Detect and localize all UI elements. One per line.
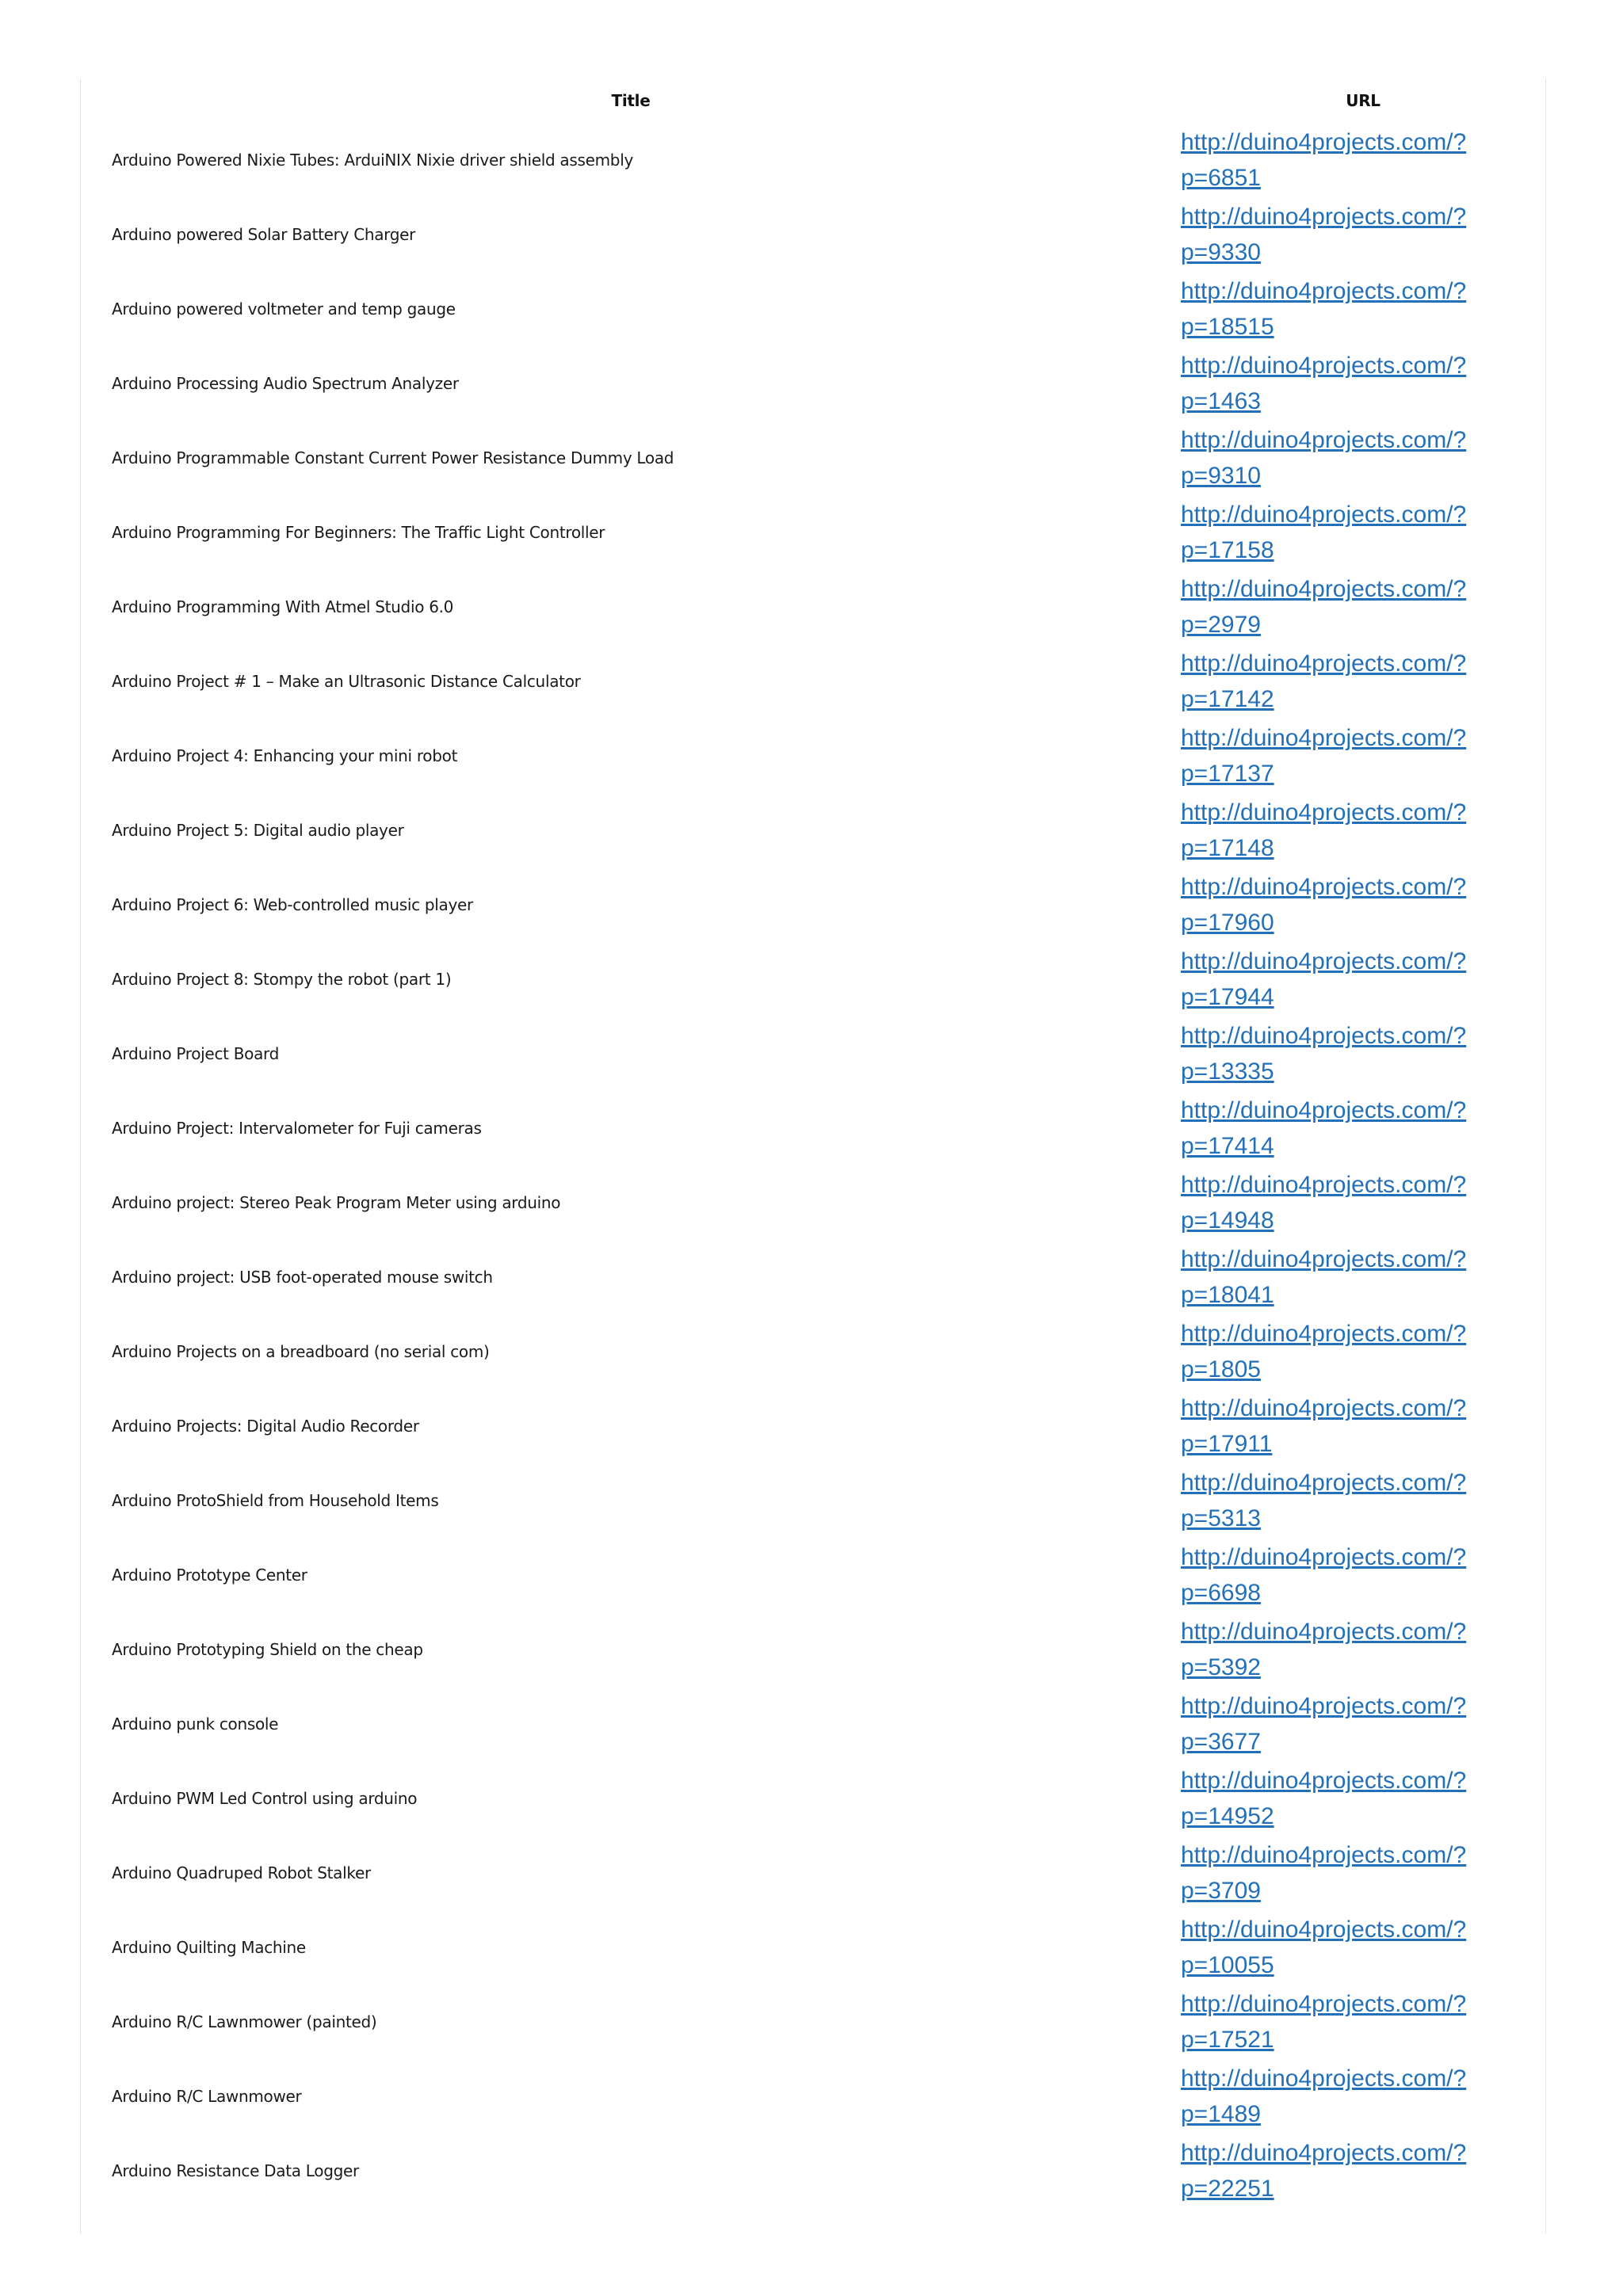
project-title: Arduino Project # 1 – Make an Ultrasonic Distance Calculator <box>112 672 581 691</box>
table-row <box>81 1091 1545 1165</box>
project-url-link[interactable]: http://duino4projects.com/?p=3677 <box>1181 1693 1467 1755</box>
table-row <box>81 1761 1545 1836</box>
project-url-cell <box>1181 868 1545 942</box>
url-column-header: URL <box>1346 91 1381 110</box>
project-url-cell <box>1181 2134 1545 2208</box>
table-row <box>81 1910 1545 1985</box>
title-column-header: Title <box>611 91 651 110</box>
project-url-cell <box>1181 1612 1545 1687</box>
table-row <box>81 868 1545 942</box>
project-url-cell <box>1181 1463 1545 1538</box>
project-title: Arduino Prototype Center <box>112 1566 307 1585</box>
projects-table <box>81 78 1545 2208</box>
project-url-link[interactable]: http://duino4projects.com/?p=5392 <box>1181 1619 1467 1680</box>
project-url-cell <box>1181 1091 1545 1165</box>
project-title: Arduino Processing Audio Spectrum Analyzer <box>112 374 459 393</box>
project-url-link[interactable]: http://duino4projects.com/?p=9330 <box>1181 204 1467 265</box>
table-row <box>81 197 1545 272</box>
project-title: Arduino Prototyping Shield on the cheap <box>112 1640 423 1659</box>
project-url-cell <box>1181 1314 1545 1389</box>
project-url-cell <box>1181 1687 1545 1761</box>
project-title: Arduino Project Board <box>112 1044 280 1063</box>
document-page <box>80 78 1546 2233</box>
project-url-cell <box>1181 2059 1545 2134</box>
project-url-link[interactable]: http://duino4projects.com/?p=13335 <box>1181 1023 1467 1085</box>
project-url-link[interactable]: http://duino4projects.com/?p=2979 <box>1181 576 1467 638</box>
project-url-link[interactable]: http://duino4projects.com/?p=17158 <box>1181 502 1467 563</box>
project-title: Arduino Projects on a breadboard (no serial com) <box>112 1342 490 1361</box>
project-url-link[interactable]: http://duino4projects.com/?p=5313 <box>1181 1470 1467 1531</box>
table-row <box>81 1538 1545 1612</box>
project-url-cell <box>1181 123 1545 197</box>
project-url-cell <box>1181 1538 1545 1612</box>
project-url-cell <box>1181 197 1545 272</box>
project-url-cell <box>1181 1165 1545 1240</box>
project-url-cell <box>1181 495 1545 570</box>
project-title: Arduino powered voltmeter and temp gauge <box>112 299 456 318</box>
table-row <box>81 1165 1545 1240</box>
project-url-cell <box>1181 1836 1545 1910</box>
project-url-link[interactable]: http://duino4projects.com/?p=17944 <box>1181 948 1467 1010</box>
project-url-cell <box>1181 1985 1545 2059</box>
project-title: Arduino R/C Lawnmower (painted) <box>112 2012 377 2031</box>
project-title: Arduino Project 4: Enhancing your mini robot <box>112 746 458 765</box>
table-row <box>81 644 1545 719</box>
table-row <box>81 495 1545 570</box>
project-title: Arduino Quadruped Robot Stalker <box>112 1863 371 1882</box>
project-url-link[interactable]: http://duino4projects.com/?p=1805 <box>1181 1321 1467 1383</box>
project-url-link[interactable]: http://duino4projects.com/?p=18041 <box>1181 1246 1467 1308</box>
project-url-link[interactable]: http://duino4projects.com/?p=17137 <box>1181 725 1467 787</box>
table-body <box>81 123 1545 2208</box>
project-url-link[interactable]: http://duino4projects.com/?p=6698 <box>1181 1544 1467 1606</box>
project-url-link[interactable]: http://duino4projects.com/?p=17142 <box>1181 650 1467 712</box>
project-url-link[interactable]: http://duino4projects.com/?p=18515 <box>1181 278 1467 340</box>
project-url-link[interactable]: http://duino4projects.com/?p=14948 <box>1181 1172 1467 1234</box>
table-row <box>81 1687 1545 1761</box>
table-row <box>81 2134 1545 2208</box>
table-row <box>81 1240 1545 1314</box>
project-title: Arduino Quilting Machine <box>112 1938 306 1957</box>
project-url-cell <box>1181 1761 1545 1836</box>
table-row <box>81 421 1545 495</box>
project-url-cell <box>1181 421 1545 495</box>
project-url-cell <box>1181 1240 1545 1314</box>
table-row <box>81 123 1545 197</box>
project-url-cell <box>1181 1016 1545 1091</box>
project-title: Arduino Programming For Beginners: The Traffic Light Controller <box>112 523 605 542</box>
project-title: Arduino Project 8: Stompy the robot (part 1) <box>112 970 452 989</box>
project-title: Arduino Resistance Data Logger <box>112 2161 359 2180</box>
table-row <box>81 1016 1545 1091</box>
project-url-link[interactable]: http://duino4projects.com/?p=17911 <box>1181 1395 1467 1457</box>
project-title: Arduino PWM Led Control using arduino <box>112 1789 418 1808</box>
table-row <box>81 1314 1545 1389</box>
project-url-link[interactable]: http://duino4projects.com/?p=22251 <box>1181 2140 1467 2202</box>
table-row <box>81 346 1545 421</box>
table-row <box>81 1836 1545 1910</box>
project-url-cell <box>1181 1389 1545 1463</box>
project-title: Arduino Powered Nixie Tubes: ArduiNIX Nixie driver shield assembly <box>112 151 633 170</box>
project-title: Arduino Programmable Constant Current Power Resistance Dummy Load <box>112 448 674 467</box>
project-url-link[interactable]: http://duino4projects.com/?p=3709 <box>1181 1842 1467 1904</box>
project-url-link[interactable]: http://duino4projects.com/?p=17960 <box>1181 874 1467 936</box>
project-url-cell <box>1181 570 1545 644</box>
table-row <box>81 2059 1545 2134</box>
project-title: Arduino punk console <box>112 1714 279 1733</box>
project-title: Arduino Project 6: Web-controlled music player <box>112 895 473 914</box>
table-row <box>81 1985 1545 2059</box>
project-title: Arduino Projects: Digital Audio Recorder <box>112 1417 419 1436</box>
project-url-link[interactable]: http://duino4projects.com/?p=6851 <box>1181 129 1467 191</box>
project-title: Arduino Programming With Atmel Studio 6.0 <box>112 597 454 616</box>
project-url-cell <box>1181 719 1545 793</box>
project-url-cell <box>1181 1910 1545 1985</box>
project-title: Arduino project: USB foot-operated mouse switch <box>112 1268 493 1287</box>
table-row <box>81 719 1545 793</box>
project-url-cell <box>1181 644 1545 719</box>
project-url-link[interactable]: http://duino4projects.com/?p=17521 <box>1181 1991 1467 2053</box>
project-title: Arduino ProtoShield from Household Items <box>112 1491 439 1510</box>
project-url-cell <box>1181 942 1545 1016</box>
project-url-link[interactable]: http://duino4projects.com/?p=17148 <box>1181 799 1467 861</box>
project-url-link[interactable]: http://duino4projects.com/?p=9310 <box>1181 427 1467 489</box>
project-title: Arduino R/C Lawnmower <box>112 2087 302 2106</box>
table-header-row <box>81 78 1545 123</box>
project-url-cell <box>1181 793 1545 868</box>
table-row <box>81 942 1545 1016</box>
project-url-link[interactable]: http://duino4projects.com/?p=1463 <box>1181 353 1467 414</box>
table-row <box>81 793 1545 868</box>
project-url-cell <box>1181 272 1545 346</box>
project-url-link[interactable]: http://duino4projects.com/?p=14952 <box>1181 1768 1467 1829</box>
table-row <box>81 1612 1545 1687</box>
project-url-cell <box>1181 346 1545 421</box>
project-title: Arduino Project: Intervalometer for Fuji cameras <box>112 1119 482 1138</box>
project-url-link[interactable]: http://duino4projects.com/?p=10055 <box>1181 1917 1467 1978</box>
project-url-link[interactable]: http://duino4projects.com/?p=1489 <box>1181 2065 1467 2127</box>
project-title: Arduino project: Stereo Peak Program Meter using arduino <box>112 1193 561 1212</box>
table-row <box>81 1389 1545 1463</box>
table-row <box>81 1463 1545 1538</box>
project-url-link[interactable]: http://duino4projects.com/?p=17414 <box>1181 1097 1467 1159</box>
project-title: Arduino Project 5: Digital audio player <box>112 821 404 840</box>
project-title: Arduino powered Solar Battery Charger <box>112 225 416 244</box>
table-row <box>81 272 1545 346</box>
table-row <box>81 570 1545 644</box>
